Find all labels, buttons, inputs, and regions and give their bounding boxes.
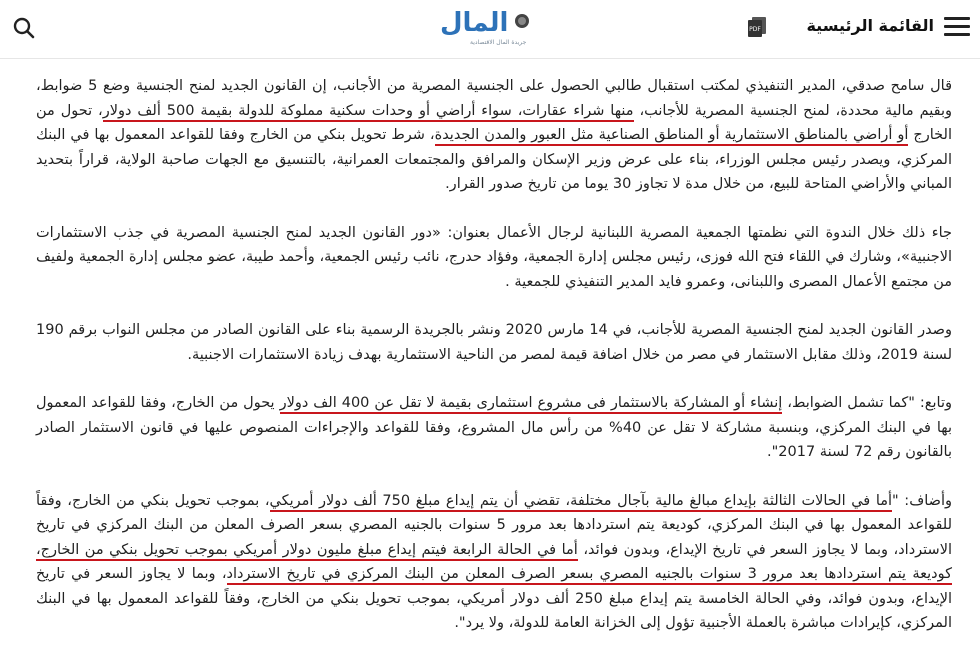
site-header bbox=[0, 0, 980, 59]
highlight-real-estate: منها شراء عقارات، سواء أراضي أو وحدات سكنية مملوكة للدولة بقيمة 500 ألف دولار bbox=[103, 103, 634, 122]
highlight-investment-zones: أو أراضي بالمناطق الاستثمارية أو المناطق الصناعية مثل العبور والمدن الجديدة bbox=[435, 127, 909, 146]
site-logo[interactable] bbox=[440, 8, 540, 48]
article-body bbox=[36, 74, 952, 660]
svg-text:PDF: PDF bbox=[749, 26, 761, 33]
logo-tagline: جريدة المال الاقتصادية bbox=[470, 39, 527, 46]
pdf-icon[interactable] bbox=[746, 16, 768, 38]
main-menu-label[interactable]: القائمة الرئيسية bbox=[806, 16, 934, 35]
article-paragraph-2: جاء ذلك خلال الندوة التي نظمتها الجمعية المصرية اللبنانية لرجال الأعمال بعنوان: «دور القانون الجديد لمنح الجنسية المصرية في جذب الاستثمارات الاجنبية»، وشارك في اللقاء فتح الله فوزى، رئيس مجلس إدارة الجمعية، وفؤاد حدرج، نائب رئيس الجمعية، وأحمد طيبة، عضو مجلس إدارة الجمعية ولفيف من مجتمع الأعمال المصرى واللبنانى، وعمرو فايد المدير التنفيذي للجمعية . bbox=[36, 224, 952, 290]
highlight-investment-project: إنشاء أو المشاركة بالاستثمار فى مشروع استثمارى بقيمة لا تقل عن 400 الف دولار bbox=[280, 395, 783, 414]
highlight-third-case: أما في الحالات الثالثة بإيداع مبالغ مالية بآجال مختلفة، تقضي أن يتم إيداع مبلغ 750 ألف دولار أمريكي bbox=[270, 493, 893, 512]
article-paragraph-4: وتابع: "كما تشمل الضوابط، إنشاء أو المشاركة بالاستثمار فى مشروع استثمارى بقيمة لا تقل عن 400 الف دولار يحول من الخارج، وفقا للقواعد المعمول بها في البنك المركزي، وبنسبة مشاركة لا تقل عن 40% من رأس مال المشروع، وفقا للقواعد والإجراءات المنصوص عليها في قانون الاستثمار الصادر بالقانون رقم 72 لسنة 2017". bbox=[36, 395, 953, 460]
article-paragraph-1: قال سامح صدقي، المدير التنفيذي لمكتب استقبال طالبي الحصول على الجنسية المصرية من الأجانب، إن القانون الجديد لمنح الجنسية وضع 5 ضوابط، وبقيم مالية محددة، لمنح الجنسية المصرية للأجانب، منها شراء عقارات، سواء أراضي أو وحدات سكنية مملوكة للدولة بقيمة 500 ألف دولار، تحول من الخارج أو أراضي بالمناطق الاستثمارية أو المناطق الصناعية مثل العبور والمدن الجديدة، شرط تحويل بنكي من الخارج وفقا للقواعد المعمول بها في البنك المركزي، ويصدر رئيس مجلس الوزراء، بناء على عرض وزير الإسكان والمرافق والمجتمعات العمرانية، بالتنسيق مع الجهات صاحبة الولاية، قراراً بتحديد المباني والأراضي المتاحة للبيع، من خلال مدة لا تجاوز 30 يوما من تاريخ صدور القرار. bbox=[36, 78, 953, 192]
article-paragraph-5: وأضاف: "أما في الحالات الثالثة بإيداع مبالغ مالية بآجال مختلفة، تقضي أن يتم إيداع مبلغ 750 ألف دولار أمريكي، بموجب تحويل بنكي من الخارج، وفقاً للقواعد المعمول بها في البنك المركزي، كوديعة يتم استردادها بعد مرور 5 سنوات بالجنيه المصري بسعر الصرف المعلن من البنك المركزي في تاريخ الاسترداد، وبما لا يجاوز السعر في تاريخ الإيداع، وبدون فوائد، أما في الحالة الرابعة فيتم إيداع مبلغ مليون دولار أمريكي بموجب تحويل بنكي من الخارج، كوديعة يتم استردادها بعد مرور 3 سنوات بالجنيه المصري بسعر الصرف المعلن من البنك المركزي في تاريخ الاسترداد، وبما لا يجاوز السعر في تاريخ الإيداع، وبدون فوائد، وفي الحالة الخامسة يتم إيداع مبلغ 250 ألف دولار أمريكي، بموجب تحويل بنكي من الخارج، وفقاً للقواعد المعمول بها في البنك المركزي، كإيرادات مباشرة بالعملة الأجنبية تؤول إلى الخزانة العامة للدولة، ولا يرد". bbox=[36, 492, 953, 631]
coin-icon bbox=[512, 11, 532, 31]
logo-text: المال bbox=[440, 8, 509, 38]
article-paragraph-3: وصدر القانون الجديد لمنح الجنسية المصرية للأجانب، في 14 مارس 2020 ونشر بالجريدة الرسمية بناء على القانون الصادر من مجلس النواب برقم 190 لسنة 2019، وذلك مقابل الاستثمار في مصر من خلال اضافة قيمة لمصر من الناحية الاستثمارية بهدف زيادة الاستثمارات الاجنبية. bbox=[36, 322, 952, 363]
search-icon[interactable] bbox=[12, 16, 36, 40]
hamburger-menu-icon[interactable] bbox=[944, 17, 970, 39]
highlight-fourth-case: أما في الحالة الرابعة فيتم إيداع مبلغ مليون دولار أمريكي بموجب تحويل بنكي من الخارج، كوديعة يتم استردادها بعد مرور 3 سنوات بالجنيه المصري بسعر الصرف المعلن من البنك المركزي في تاريخ الاسترداد bbox=[36, 542, 952, 586]
